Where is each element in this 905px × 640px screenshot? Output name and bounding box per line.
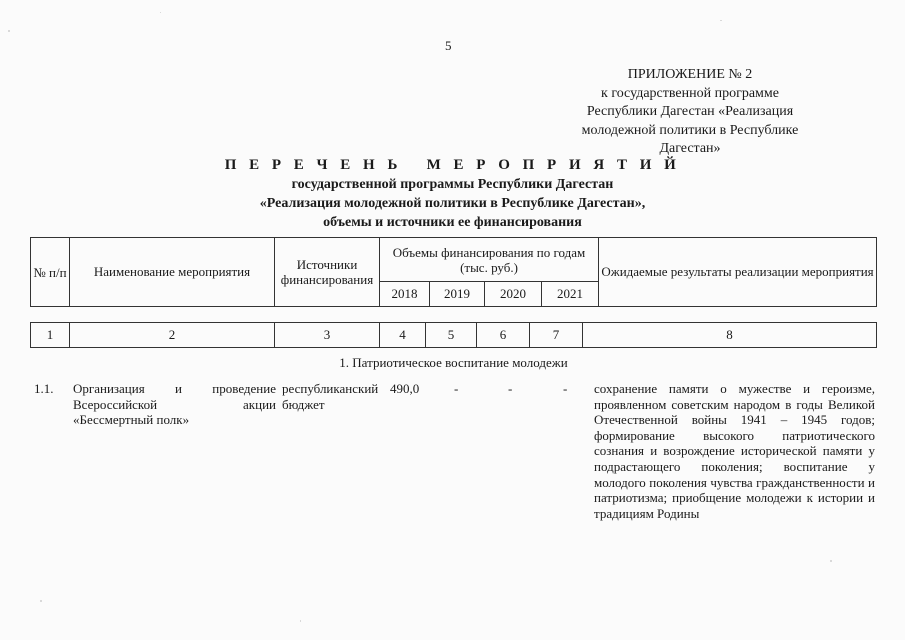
appendix-line: к государственной программе <box>601 85 779 101</box>
title-line: объемы и источники ее финансирования <box>323 215 582 230</box>
row-value-2019: - <box>454 381 459 396</box>
appendix-line: Дагестан» <box>659 141 721 156</box>
column-number: 2 <box>70 323 275 348</box>
appendix-block <box>560 66 820 159</box>
scan-noise <box>40 600 42 602</box>
appendix-line: ПРИЛОЖЕНИЕ № 2 <box>627 67 753 82</box>
table-header <box>30 237 877 307</box>
column-numbers-row <box>30 322 877 348</box>
scan-noise <box>720 20 722 21</box>
appendix-line: Республики Дагестан «Реализация <box>586 104 794 119</box>
scan-noise <box>830 560 832 562</box>
header-year: 2020 <box>485 282 542 307</box>
page-number: 5 <box>445 38 452 53</box>
row-funding-source: республиканский бюджет <box>282 381 379 412</box>
row-number: 1.1. <box>34 381 54 396</box>
column-number: 1 <box>31 323 70 348</box>
column-number: 7 <box>530 323 583 348</box>
row-expected-result: сохранение памяти о мужестве и героизме, проявленном советским народом в годы Великой Отечественной войны 1941 – 1945 годов; формирование высокого патриотического сознания и возрождение исторической памяти у подрастающего поколения; воспитание у молодого поколения чувства гражданственности и патриотизма; приобщение молодежи к истории и традициям Родины <box>594 381 875 521</box>
section-title: 1. Патриотическое воспитание молодежи <box>339 355 568 370</box>
title-line: П Е Р Е Ч Е Н Ь М Е Р О П Р И Я Т И Й <box>224 157 681 173</box>
row-activity-name: Организация и проведение Всероссийской акции «Бессмертный полк» <box>73 381 276 427</box>
title-line: «Реализация молодежной политики в Республике Дагестан», <box>259 196 646 211</box>
header-results: Ожидаемые результаты реализации мероприятия <box>599 238 877 307</box>
header-source: Источники финансирования <box>275 238 380 307</box>
appendix-line: молодежной политики в Республике <box>581 122 799 138</box>
header-year: 2019 <box>430 282 485 307</box>
document-title <box>180 156 725 232</box>
header-name: Наименование мероприятия <box>70 238 275 307</box>
row-value-2021: - <box>563 381 568 396</box>
title-line: государственной программы Республики Дагестан <box>291 177 614 192</box>
column-number: 5 <box>426 323 477 348</box>
column-number: 6 <box>477 323 530 348</box>
row-value-2018: 490,0 <box>390 381 420 396</box>
column-number: 4 <box>380 323 426 348</box>
column-number: 3 <box>275 323 380 348</box>
header-year: 2021 <box>542 282 599 307</box>
scan-noise <box>300 620 301 622</box>
header-num: № п/п <box>31 238 70 307</box>
scan-noise <box>8 30 10 32</box>
column-number: 8 <box>583 323 877 348</box>
header-volumes: Объемы финансирования по годам (тыс. руб.) <box>380 238 599 282</box>
row-value-2020: - <box>508 381 513 396</box>
header-year: 2018 <box>380 282 430 307</box>
scan-noise <box>160 12 161 13</box>
